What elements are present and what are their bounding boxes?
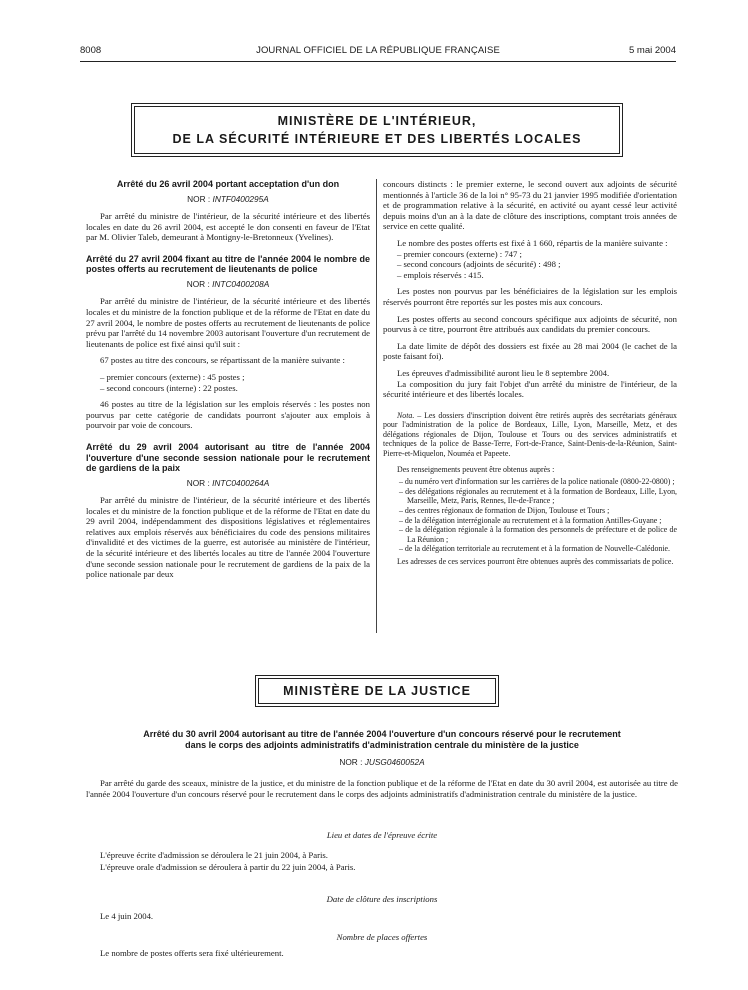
header-rule <box>80 61 676 62</box>
article2-list-item1: – premier concours (externe) : 45 postes ; <box>100 372 245 383</box>
article4-paragraph: Par arrêté du garde des sceaux, ministre de la justice, et du ministre de la fonction publique et de la réforme de l'Etat en date du 30 avril 2004, est autorisée au titre de l'année 2004 l'ouverture d'un concours réservé pour le recrutement dans le corps des adjoints administratifs d'administration centrale du ministère de la justice. <box>86 778 678 799</box>
article4-title-line1: Arrêté du 30 avril 2004 autorisant au titre de l'année 2004 l'ouverture d'un concours réservé pour le recrutement <box>143 729 621 739</box>
info-item: – de la délégation interrégionale au recrutement et à la formation Antilles-Guyane ; <box>399 515 662 525</box>
article4-title-line2: dans le corps des adjoints administratifs d'administration centrale du ministère de la justice <box>185 739 579 750</box>
article3-paragraph-second: Les postes offerts au second concours spécifique aux adjoints de sécurité, non pourvus à ce titre, pourront être attribués aux candidats du premier concours. <box>383 313 677 335</box>
info-item: – du numéro vert d'information sur les carrières de la police nationale (0800-22-0800) ; <box>399 477 675 487</box>
article4-subheading-closing: Date de clôture des inscriptions <box>326 894 438 904</box>
article3-paragraph1: Par arrêté du ministre de l'intérieur, de la sécurité intérieure et des libertés locales et du ministre de la fonction publique et de la réforme de l'Etat en date du 29 avril 2004, indépendamment des dispositions législatives et réglementaires relatives aux emplois réservés aux bénéficiaires du code des pensions militaires d'invalidité et des victimes de la guerre, est autorisée au ministère de l'intérieur, de la sécurité intérieure et des libertés locales au titre de l'année 2004 l'ouverture d'une seconde session nationale pour le recrutement de gardiens de la paix de la police nationale par deux <box>86 495 370 580</box>
article4-subheading-places: Nombre de places offertes <box>336 932 428 942</box>
article1-title: Arrêté du 26 avril 2004 portant acceptation d'un don <box>116 179 340 189</box>
article1-nor: NOR : INTF0400295A <box>187 193 269 204</box>
note-label: Nota. <box>397 410 415 420</box>
article4-title <box>86 729 678 750</box>
article2-nor-code: INTC0400208A <box>212 278 270 289</box>
article2-title: Arrêté du 27 avril 2004 fixant au titre de l'année 2004 le nombre de postes offerts au recrutement de lieutenants de police <box>86 253 370 275</box>
right-column <box>383 179 677 567</box>
article2-paragraph3: 46 postes au titre de la législation sur les emplois réservés : les postes non pourvus par cette catégorie de candidats pourront s'ajouter aux emplois à pourvoir par voie de concours. <box>86 399 370 431</box>
left-column <box>86 179 370 580</box>
info-end: Les adresses de ces services pourront être obtenues auprès des commissariats de police. <box>397 557 674 566</box>
ministry-interior-line2: DE LA SÉCURITÉ INTÉRIEURE ET DES LIBERTÉS LOCALES <box>172 132 582 146</box>
article3-list-item3: – emplois réservés : 415. <box>397 269 484 280</box>
article4-subheading-exam: Lieu et dates de l'épreuve écrite <box>326 830 438 840</box>
article3-list-item1: – premier concours (externe) : 747 ; <box>397 248 522 259</box>
ministry-interior-line1: MINISTÈRE DE L'INTÉRIEUR, <box>277 114 477 128</box>
article2-list-item2: – second concours (interne) : 22 postes. <box>100 382 238 393</box>
article4-oral-exam: L'épreuve orale d'admission se déroulera à partir du 22 juin 2004, à Paris. <box>100 862 356 872</box>
article1-nor-code: INTF0400295A <box>212 193 269 204</box>
note-text: – Les dossiers d'inscription doivent être retirés auprès des secrétariats généraux pour l'administration de la police de Bordeaux, Lille, Lyon, Marseille, Metz, et des délégations régionales de Dijon, Toulouse et Tours ou des services administratifs et techniques de la police de Basse-Terre, Fort-de-France, Saint-Denis-de-la-Réunion, Saint-Pierre-et-Miquelon, Nouméa et Papeete. <box>383 410 677 459</box>
article4-written-exam: L'épreuve écrite d'admission se déroulera le 21 juin 2004, à Paris. <box>100 850 328 860</box>
article4-nor-code: JUSG0460052A <box>364 757 425 767</box>
article3-continuation: concours distincts : le premier externe, le second ouvert aux adjoints de sécurité mentionnés à l'article 36 de la loi n° 95-73 du 21 janvier 1995 modifiée d'orientation et de programmation relative à la sécurité, en activité ou ayant cessé leur activité depuis moins d'un an à la date de clôture des inscriptions, comptant trois années de service en cette qualité. <box>383 179 677 232</box>
article3-paragraph-jury: La composition du jury fait l'objet d'un arrêté du ministre de l'intérieur, de la sécurité intérieure et des libertés locales. <box>383 378 677 400</box>
info-item: – des délégations régionales au recrutement et à la formation de Bordeaux, Lille, Lyon, Marseille, Metz, Paris, Rennes, Ile-de-France ; <box>399 486 677 506</box>
ministry-justice-heading <box>258 678 496 704</box>
column-divider <box>376 179 377 633</box>
article3-note <box>383 411 677 459</box>
article4-closing-date: Le 4 juin 2004. <box>100 911 154 921</box>
article4-nor: NOR : JUSG0460052A <box>339 757 425 767</box>
ministry-interior-heading <box>134 106 620 154</box>
article4-places: Le nombre de postes offerts sera fixé ultérieurement. <box>100 948 284 958</box>
article3-posts-count: Le nombre des postes offerts est fixé à 1 660, répartis de la manière suivante : <box>397 237 668 248</box>
info-item: – des centres régionaux de formation de Dijon, Toulouse et Tours ; <box>399 506 610 516</box>
article2-paragraph2: 67 postes au titre des concours, se répartissant de la manière suivante : <box>100 355 345 366</box>
article3-list-item2: – second concours (adjoints de sécurité) : 498 ; <box>397 259 561 270</box>
article3-title: Arrêté du 29 avril 2004 autorisant au titre de l'année 2004 l'ouverture d'une seconde session nationale pour le recrutement de gardiens de la paix <box>86 442 370 473</box>
article1-paragraph: Par arrêté du ministre de l'intérieur, de la sécurité intérieure et des libertés locales en date du 26 avril 2004, est accepté le don consenti en faveur de l'Etat par M. Olivier Taleb, demeurant à Montigny-le-Bretonneux (Yvelines). <box>86 211 370 243</box>
publication-date: 5 mai 2004 <box>628 45 676 56</box>
ministry-justice-line1: MINISTÈRE DE LA JUSTICE <box>283 684 471 698</box>
page-number: 8008 <box>80 45 102 56</box>
article3-paragraph-deadline: La date limite de dépôt des dossiers est fixée au 28 mai 2004 (le cachet de la poste faisant foi). <box>383 340 677 362</box>
info-item: – de la délégation territoriale au recrutement et à la formation de Nouvelle-Calédonie. <box>399 544 671 554</box>
article3-paragraph-exams: Les épreuves d'admissibilité auront lieu le 8 septembre 2004. <box>397 367 610 378</box>
article3-nor-code: INTC0400264A <box>212 477 270 488</box>
info-intro: Des renseignements peuvent être obtenus auprès : <box>397 464 555 474</box>
article2-nor: NOR : INTC0400208A <box>186 278 270 289</box>
article2-paragraph1: Par arrêté du ministre de l'intérieur, de la sécurité intérieure et des libertés locales et du ministre de la fonction publique et de la réforme de l'Etat en date du 27 avril 2004, le nombre de postes offerts au recrutement de lieutenants de police prévu par l'arrêté du 14 novembre 2003 autorisant l'ouverture d'un recrutement de lieutenants de police est fixé ainsi qu'il suit : <box>86 296 370 349</box>
journal-title: JOURNAL OFFICIEL DE LA RÉPUBLIQUE FRANÇAISE <box>256 45 500 56</box>
article3-nor: NOR : INTC0400264A <box>186 477 270 488</box>
article3-paragraph-reserved: Les postes non pourvus par les bénéficiaires de la législation sur les emplois réservés pourront être reportés sur les postes mis aux concours. <box>383 286 677 307</box>
info-item: – de la délégation régionale à la formation des personnels de préfecture et de police de La Réunion ; <box>399 525 677 544</box>
page-header <box>80 45 676 59</box>
